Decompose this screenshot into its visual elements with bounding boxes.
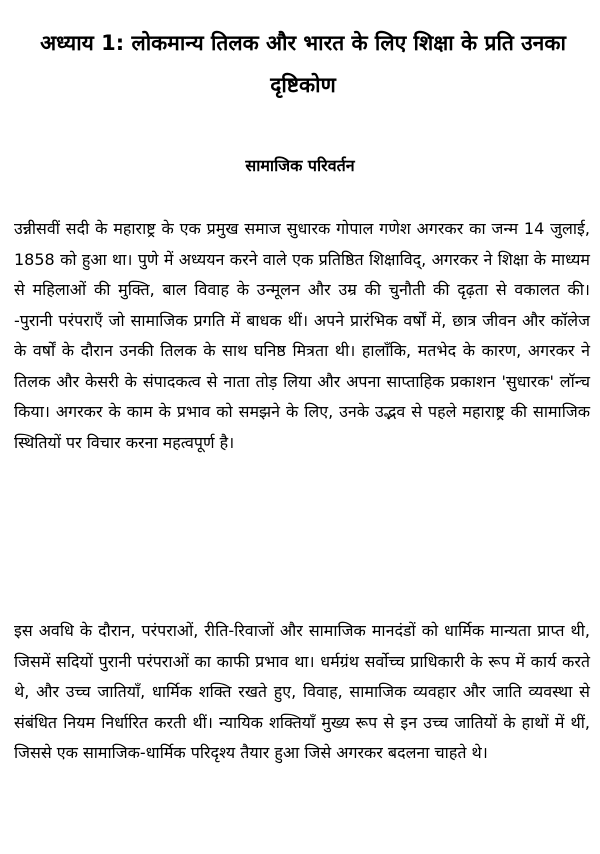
body-paragraph-1: उन्नीसवीं सदी के महाराष्ट्र के एक प्रमुख समाज सुधारक गोपाल गणेश अगरकर का जन्म 14 जुलाई, 1858 को हुआ था। पुणे में अध्ययन करने वाले एक प्रतिष्ठित शिक्षाविद्, अगरकर ने शिक्षा के माध्यम से महिलाओं की मुक्ति, बाल विवाह के उन्मूलन और उम्र की चुनौती की दृढ़ता से वकालत की। -पुरानी परंपराएँ जो सामाजिक प्रगति में बाधक थीं। अपने प्रारंभिक वर्षों में, छात्र जीवन और कॉलेज के वर्षों के दौरान उनकी तिलक के साथ घनिष्ठ मित्रता थी। हालाँकि, मतभेद के कारण, अगरकर ने तिलक और केसरी के संपादकत्व से नाता तोड़ लिया और अपना साप्ताहिक प्रकाशन 'सुधारक' लॉन्च किया। अगरकर के काम के प्रभाव को समझने के लिए, उनके उद्भव से पहले महाराष्ट्र की सामाजिक स्थितियों पर विचार करना महत्वपूर्ण है।	[14, 219, 590, 452]
section-heading: सामाजिक परिवर्तन	[245, 156, 355, 175]
body-paragraph-2: इस अवधि के दौरान, परंपराओं, रीति-रिवाजों और सामाजिक मानदंडों को धार्मिक मान्यता प्राप्त थी, जिसमें सदियों पुरानी परंपराओं का काफी प्रभाव था। धर्मग्रंथ सर्वोच्च प्राधिकारी के रूप में कार्य करते थे, और उच्च जातियाँ, धार्मिक शक्ति रखते हुए, विवाह, सामाजिक व्यवहार और जाति व्यवस्था से संबंधित नियम निर्धारित करती थीं। न्यायिक शक्तियाँ मुख्य रूप से इन उच्च जातियों के हाथों में थीं, जिससे एक सामाजिक-धार्मिक परिदृश्य तैयार हुआ जिसे अगरकर बदलना चाहते थे।	[14, 621, 590, 762]
chapter-title: अध्याय 1: लोकमान्य तिलक और भारत के लिए शिक्षा के प्रति उनका दृष्टिकोण	[40, 31, 566, 97]
